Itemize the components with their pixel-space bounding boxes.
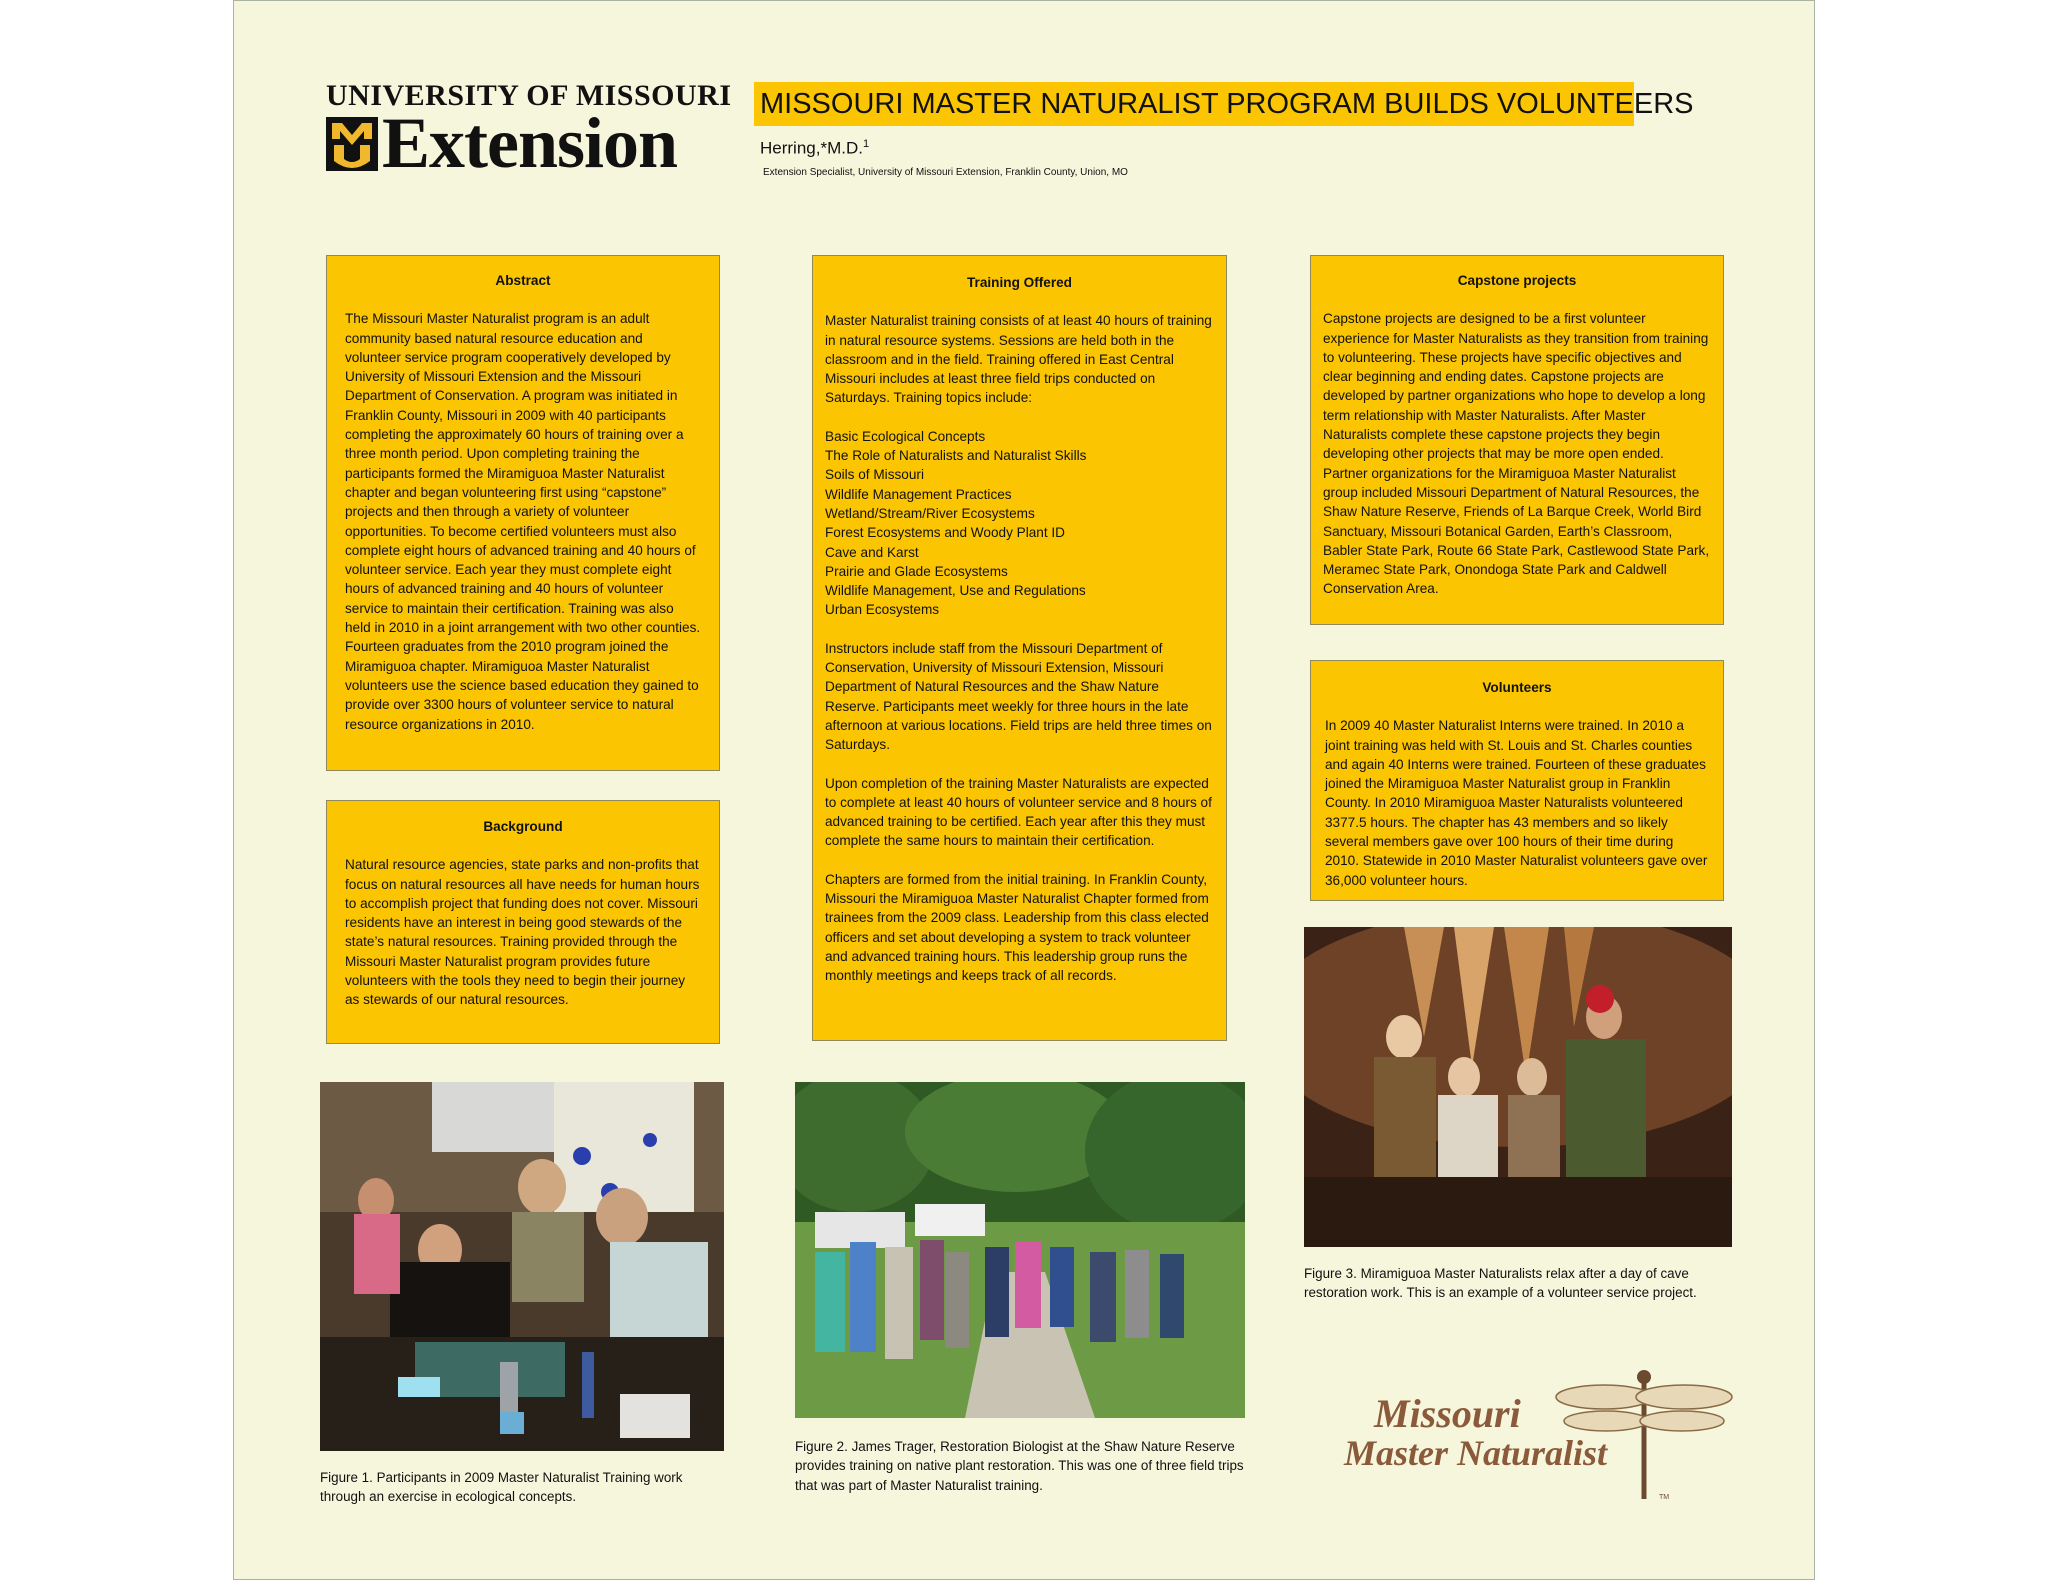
figure1-caption: Figure 1. Participants in 2009 Master Naturalist Training work through an exercise in ecological concepts. [320,1470,683,1505]
capstone-heading: Capstone projects [1457,273,1577,288]
logo-university-name: UNIVERSITY OF MISSOURI [326,79,732,112]
training-intro: Master Naturalist training consists of at least 40 hours of training in natural resource systems. Sessions are held both in the classroom and in the field. Training offered in East Central Missouri includes at least three field trips conducted on Saturdays. Training topics include: [825,313,1212,406]
figure2-caption: Figure 2. James Trager, Restoration Biologist at the Shaw Nature Reserve provides training on native plant restoration. This was one of three field trips that was part of Master Naturalist training. [795,1439,1244,1493]
topic-item: Wildlife Management, Use and Regulations [825,583,1086,599]
abstract-box [326,255,720,771]
topic-item: Prairie and Glade Ecosystems [825,563,1008,579]
topic-item: The Role of Naturalists and Naturalist Skills [825,448,1087,464]
logo-missouri-word: Missouri [1374,1391,1521,1436]
abstract-text: The Missouri Master Naturalist program is an adult community based natural resource education and volunteer service program cooperatively developed by University of Missouri Extension and the Missouri Department of Conservation. A program was initiated in Franklin County, Missouri in 2009 with 40 participants completing the approximately 60 hours of training over a three month period. Upon completing training the participants formed the Miramiguoa Master Naturalist chapter and began volunteering first using “capstone” projects and then through a variety of volunteer opportunities. To become certified volunteers must also complete eight hours of advanced training and 40 hours of volunteer service. Each year they must complete eight hours of advanced training and 40 hours of volunteer service to maintain their certification. Training was also held in 2010 in a joint arrangement with two other counties. Fourteen graduates from the 2010 program joined the Miramiguoa chapter. Miramiguoa Master Naturalist volunteers use the science based education they gained to provide over 3300 hours of volunteer service to natural resource organizations in 2010. [345,311,701,732]
author [760,138,869,159]
background-text: Natural resource agencies, state parks and non-profits that focus on natural resources all have needs for human hours to accomplish project that funding does not cover. Missouri residents have an interest in being good stewards of the state’s natural resources. Training provided through the Missouri Master Naturalist program provides future volunteers with the tools they need to begin their journey as stewards of our natural resources. [345,857,700,1008]
poster [233,0,1815,1580]
affiliation: Extension Specialist, University of Missouri Extension, Franklin County, Union, MO [763,167,1128,178]
background-heading: Background [483,819,563,834]
missouri-master-naturalist-logo [1334,1369,1734,1504]
volunteers-heading: Volunteers [1482,680,1552,695]
training-chapters: Chapters are formed from the initial training. In Franklin County, Missouri the Miramiguoa Master Naturalist Chapter formed from trainees from the 2009 class. Leadership from this class elected officers and set about developing a system to track volunteer and advanced training hours. This leadership group runs the monthly meetings and keeps track of all records. [825,871,1209,984]
logo-tm: TM [1659,1494,1670,1501]
topic-item: Urban Ecosystems [825,602,940,618]
topic-item: Basic Ecological Concepts [825,428,986,444]
topic-item: Forest Ecosystems and Woody Plant ID [825,525,1066,541]
topic-item: Soils of Missouri [825,467,924,483]
poster-title: MISSOURI MASTER NATURALIST PROGRAM BUILDS VOLUNTEERS [754,82,1634,126]
volunteers-box [1310,660,1724,901]
figure1-photo [320,1082,724,1451]
volunteers-text: In 2009 40 Master Naturalist Interns were trained. In 2010 a joint training was held with St. Louis and St. Charles counties and again 40 Interns were trained. Fourteen of these graduates joined the Miramiguoa Master Naturalist group in Franklin County. In 2010 Miramiguoa Master Naturalists volunteered 3377.5 hours. The chapter has 43 members and so likely several members gave over 100 hours of their time during 2010. Statewide in 2010 Master Naturalist volunteers gave over 36,000 volunteer hours. [1325,718,1708,888]
author-name: Herring,*M.D. [760,138,863,158]
university-logo [326,79,732,183]
topic-item: Wildlife Management Practices [825,486,1012,502]
figure3-caption: Figure 3. Miramiguoa Master Naturalists relax after a day of cave restoration work. This is an example of a volunteer service project. [1304,1266,1697,1301]
mu-shield-icon [326,117,378,171]
author-superscript: 1 [862,138,870,150]
abstract-heading: Abstract [495,273,551,288]
logo-master-naturalist-word: Master Naturalist [1344,1433,1608,1473]
training-instructors: Instructors include staff from the Missouri Department of Conservation, University of Missouri Extension, Missouri Department of Natural Resources and the Shaw Nature Reserve. Participants meet weekly for three hours in the late afternoon at various locations. Field trips are held three times on Saturdays. [825,640,1212,753]
figure3-photo [1304,927,1732,1247]
training-box [812,255,1227,1041]
topic-item: Wetland/Stream/River Ecosystems [825,505,1035,521]
training-completion: Upon completion of the training Master Naturalists are expected to complete at least 40 hours of volunteer service and 8 hours of advanced training to be certified. Each year after this they must complete the same hours to maintain their certification. [825,775,1212,849]
background-box [326,800,720,1044]
topic-item: Cave and Karst [825,544,919,560]
capstone-box [1310,255,1724,625]
training-topics [825,427,1214,620]
capstone-text: Capstone projects are designed to be a first volunteer experience for Master Naturalists as they transition from training to volunteering. These projects have specific objectives and clear beginning and ending dates. Capstone projects are developed by partner organizations who hope to develop a long term relationship with Master Naturalists. After Master Naturalists complete these capstone projects they begin developing other projects that may be more open ended. Partner organizations for the Miramiguoa Master Naturalist group included Missouri Department of Natural Resources, the Shaw Nature Reserve, Friends of La Barque Creek, World Bird Sanctuary, Missouri Botanical Garden, Earth’s Classroom, Babler State Park, Route 66 State Park, Castlewood State Park, Meramec State Park, Onondoga State Park and Caldwell Conservation Area. [1323,311,1710,597]
figure2-photo [795,1082,1245,1418]
logo-extension-word: Extension [382,103,678,183]
training-heading: Training Offered [967,275,1072,290]
